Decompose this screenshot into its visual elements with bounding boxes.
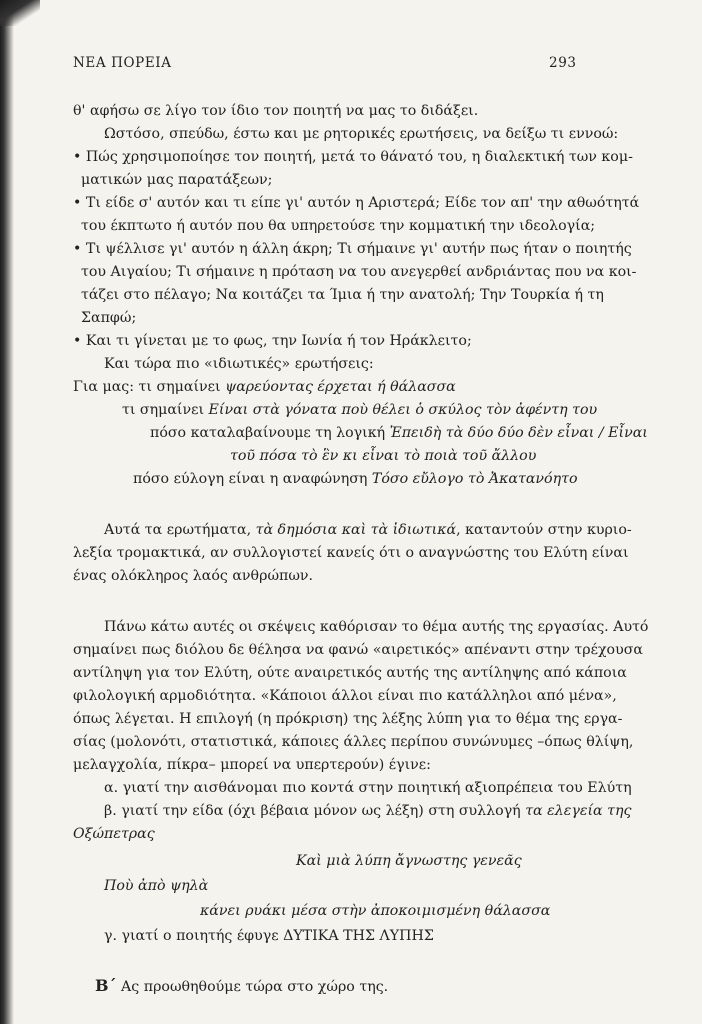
question-lead: τι σημαίνει [122, 402, 209, 418]
poem-quote: ψαρεύοντας έρχεται ή θάλασσα [225, 379, 456, 395]
text-line: θ' αφήσω σε λίγο τον ίδιο τον ποιητή να μας το διδάξει. [73, 103, 479, 119]
collection-title: Οξώπετρας [73, 826, 155, 842]
text-run: β. γιατί την είδα (όχι βέβαια μόνον ως λέξη) στη συλλογή [104, 803, 526, 819]
text-line: αντίληψη για τον Ελύτη, ούτε αναιρετικός αυτής της αντίληψης από κάποια [73, 665, 627, 681]
section-letter: Β΄ [95, 976, 117, 995]
page-number: 293 [549, 55, 577, 71]
text-line: τάζει στο πέλαγο; Να κοιτάζει τα Ίμια ή την ανατολή; Την Τουρκία ή τη [81, 287, 604, 303]
text-line: όπως λέγεται. Η επιλογή (η πρόκριση) της λέξης λύπη για το θέμα της εργα- [73, 711, 623, 727]
question-lead: πόσο εύλογη είναι η αναφώνηση [133, 471, 372, 487]
question-lead: πόσο καταλαβαίνουμε τη λογική [150, 425, 390, 441]
text-line: του Αιγαίου; Τι σήμαινε η πρόταση να του ανεγερθεί ανδριάντας που να κοι- [81, 264, 637, 280]
text-line: φιλολογική αρμοδιότητα. «Κάποιοι άλλοι είναι πιο κατάλληλοι από μένα», [73, 688, 617, 704]
text-line: Ωστόσο, σπεύδω, έστω και με ρητορικές ερωτήσεις, να δείξω τι εννοώ: [104, 126, 619, 142]
poem-quote: Καὶ μιὰ λύπη ἄγνωστης γενεᾶς [296, 853, 522, 869]
poem-quote: τοῦ πόσα τὸ ἓν κι εἶναι τὸ ποιὰ τοῦ ἄλλου [230, 448, 537, 464]
text-line: Πάνω κάτω αυτές οι σκέψεις καθόρισαν το θέμα αυτής της εργασίας. Αυτό [104, 619, 649, 635]
bullet-line: • Πώς χρησιμοποίησε τον ποιητή, μετά το θάνατό του, η διαλεκτική των κομ- [73, 149, 633, 165]
bullet-line: • Τι ψέλλισε γι' αυτόν η άλλη άκρη; Τι σήμαινε γι' αυτήν πως ήταν ο ποιητής [73, 241, 632, 257]
poem-quote: Τόσο εὔλογο τὸ Ἀκατανόητο [371, 471, 578, 487]
binding-shadow [0, 0, 14, 1024]
poem-quote: κάνει ρυάκι μέσα στὴν ἀποκοιμισμένη θάλασσα [200, 903, 551, 919]
binding-corner-shadow [0, 0, 40, 26]
list-item-c: γ. γιατί ο ποιητής έφυγε ΔΥΤΙΚΑ ΤΗΣ ΛΥΠΗΣ [104, 928, 434, 944]
text-run-italic: τὰ δημόσια καὶ τὰ ἰδιωτικά [255, 522, 457, 538]
bullet-line: • Τι είδε σ' αυτόν και τι είπε γι' αυτόν η Αριστερά; Είδε τον απ' την αθωότητά [73, 195, 640, 211]
text-line: του έκπτωτο ή αυτόν που θα υπηρετούσε την κομματική την ιδεολογία; [81, 218, 596, 234]
question-line [122, 401, 597, 419]
text-line [104, 521, 632, 539]
text-line: λεξία τρομακτικά, αν συλλογιστεί κανείς ότι ο αναγνώστης του Ελύτη είναι [73, 545, 629, 561]
poem-quote: Ἐπειδὴ τὰ δύο δύο δὲν εἶναι / Εἶναι [389, 425, 648, 441]
question-line [73, 378, 456, 396]
list-item-b [104, 802, 631, 820]
list-item-a: α. γιατί την αισθάνομαι πιο κοντά στην ποιητική αξιοπρέπεια του Ελύτη [104, 780, 632, 796]
question-lead: Για μας: τι σημαίνει [73, 379, 226, 395]
question-line [133, 470, 577, 488]
text-line: σίας (μολονότι, στατιστικά, κάποιες άλλες περίπου συνώνυμες –όπως θλίψη, [73, 734, 634, 750]
text-line: σημαίνει πως διόλου δε θέλησα να φανώ «αιρετικός» απέναντι στην τρέχουσα [73, 642, 643, 658]
section-heading [95, 977, 388, 996]
text-line: ένας ολόκληρος λαός ανθρώπων. [73, 568, 314, 584]
running-header-title: ΝΕΑ ΠΟΡΕΙΑ [73, 55, 172, 71]
text-line: Και τώρα πιο «ιδιωτικές» ερωτήσεις: [104, 356, 374, 372]
text-line: ματικών μας παρατάξεων; [81, 172, 273, 188]
text-run: , καταντούν στην κυριο- [456, 522, 632, 538]
collection-title: τα ελεγεία της [525, 803, 632, 819]
text-run: Αυτά τα ερωτήματα, [104, 522, 256, 538]
poem-quote: Ποὺ ἀπὸ ψηλὰ [104, 878, 209, 894]
text-run: Ας προωθηθούμε τώρα στο χώρο της. [116, 979, 389, 995]
bullet-line: • Και τι γίνεται με το φως, την Ιωνία ή τον Ηράκλειτο; [73, 333, 472, 349]
poem-quote: Είναι στὰ γόνατα ποὺ θέλει ὁ σκύλος τὸν ἀφέντη του [208, 402, 598, 418]
text-line: Σαπφώ; [81, 310, 137, 326]
question-line [150, 424, 648, 442]
text-line: μελαγχολία, πίκρα– μπορεί να υπερτερούν) έγινε: [73, 757, 431, 773]
